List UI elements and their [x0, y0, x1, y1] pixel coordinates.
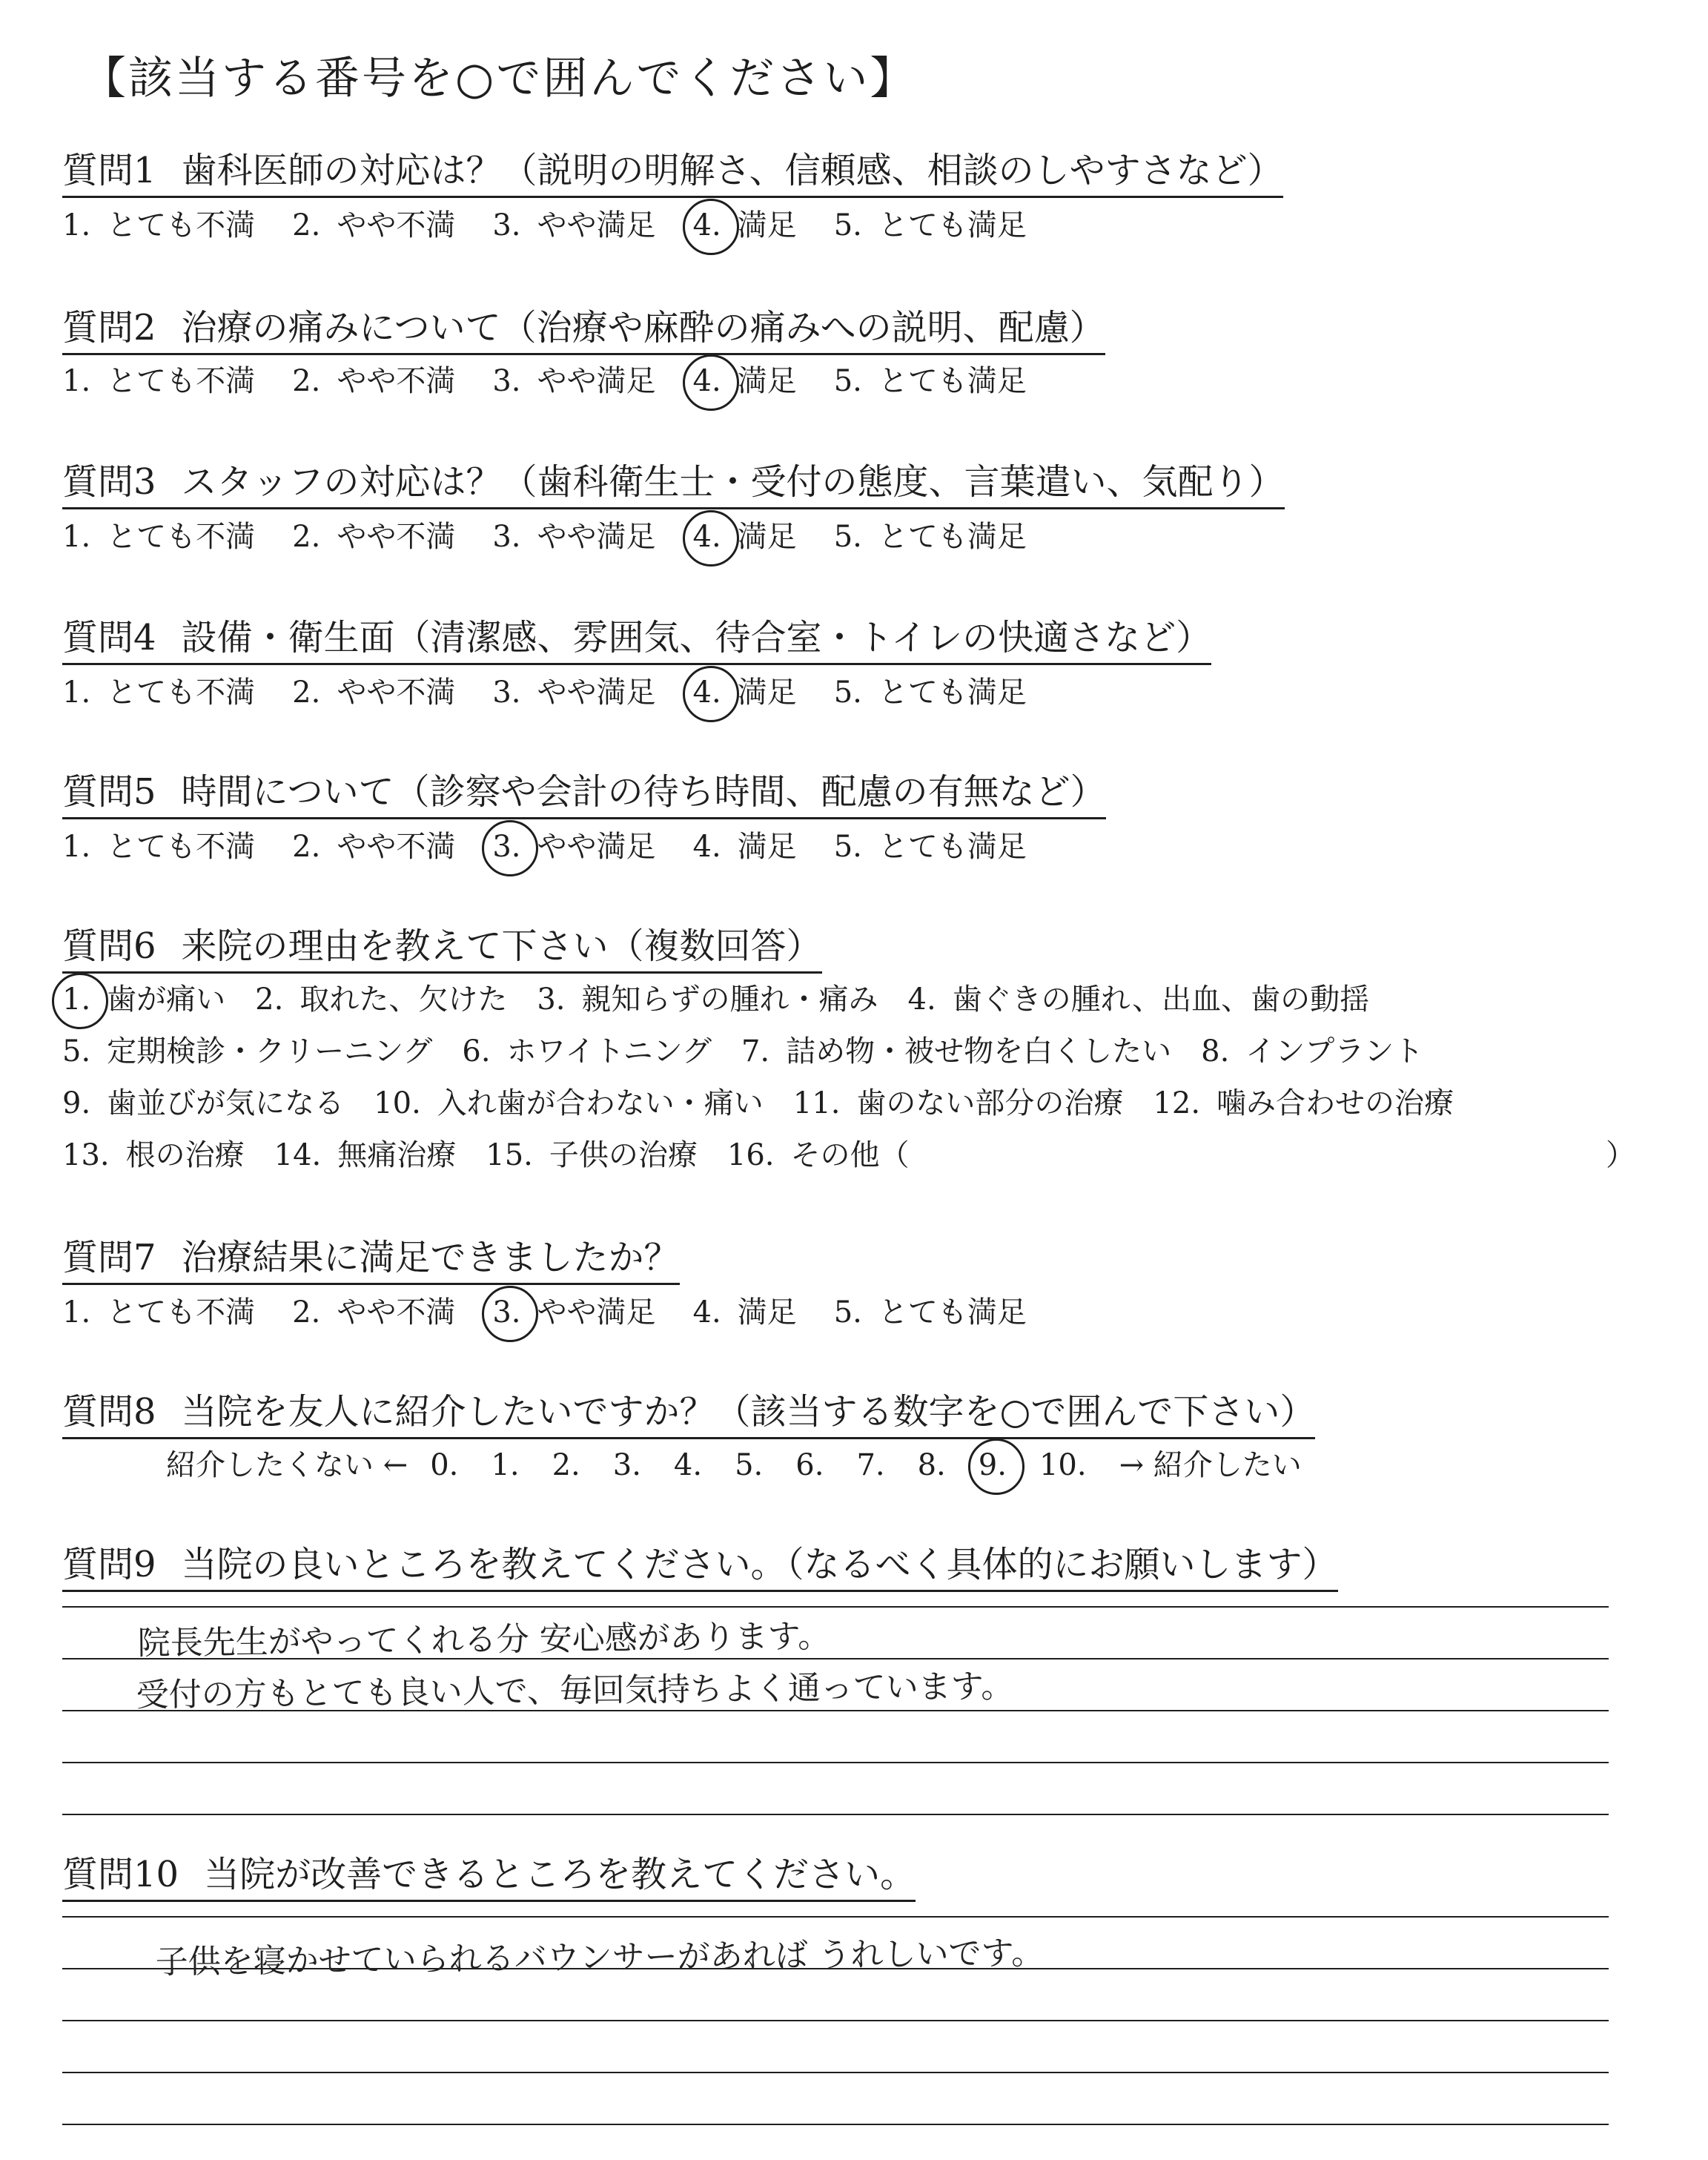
question-number: 質問10	[62, 1854, 179, 1895]
option-label: ホワイトニング	[506, 1034, 712, 1069]
option-label: とても満足	[878, 208, 1027, 242]
option-label: やや満足	[537, 676, 656, 710]
question-heading-8	[62, 1390, 1315, 1439]
scale-value[interactable]: 5.	[735, 1448, 764, 1482]
option-1[interactable]	[62, 206, 255, 245]
option-number: 13.	[62, 1138, 110, 1172]
answer-line	[62, 1814, 1609, 1815]
answer-line	[62, 2072, 1609, 2073]
option-number: 4.	[693, 206, 721, 245]
options-q4	[62, 673, 1064, 712]
scale-value[interactable]: 6.	[795, 1448, 824, 1482]
option-label: とても満足	[878, 830, 1027, 864]
scale-value[interactable]: 8.	[917, 1448, 946, 1482]
option-label: 取れた、欠けた	[299, 982, 508, 1017]
question-heading-6	[62, 924, 822, 974]
question-heading-10	[62, 1852, 916, 1902]
option-1[interactable]	[62, 362, 255, 400]
question-number: 質問1	[62, 150, 156, 191]
option-label: 定期検診・クリーニング	[107, 1034, 433, 1069]
q10-handwritten-answer: 子供を寝かせていられるバウンサーがあれば うれしいです。	[155, 1934, 1045, 1981]
q6-option[interactable]	[908, 980, 1370, 1019]
q6-option[interactable]	[1153, 1084, 1454, 1123]
scale-left-label: 紹介したくない ←	[166, 1448, 408, 1482]
option-number: 14.	[274, 1138, 322, 1172]
option-number: 2.	[292, 676, 321, 710]
question-heading-4	[62, 615, 1211, 665]
option-1[interactable]	[62, 828, 255, 866]
option-number: 4.	[692, 830, 721, 864]
question-text: 設備・衛生面（清潔感、雰囲気、待合室・トイレの快適さなど）	[181, 617, 1212, 658]
option-number: 2.	[292, 364, 321, 398]
question-number: 質問3	[62, 461, 156, 503]
question-text: 時間について（診察や会計の待ち時間、配慮の有無など）	[181, 771, 1106, 813]
question-number: 質問2	[62, 307, 156, 349]
option-label: やや不満	[337, 1295, 456, 1330]
q6-option[interactable]	[62, 1032, 432, 1071]
q6-option[interactable]	[62, 1136, 245, 1175]
option-2[interactable]	[292, 518, 455, 556]
option-label: 詰め物・被せ物を白くしたい	[786, 1034, 1172, 1069]
option-3[interactable]	[492, 362, 655, 400]
option-number: 12.	[1153, 1086, 1201, 1120]
option-label: とても不満	[107, 1295, 256, 1330]
option-number: 5.	[833, 676, 862, 710]
option-label: 子供の治療	[549, 1138, 698, 1172]
question-number: 質問8	[62, 1391, 156, 1433]
question-text: 当院を友人に紹介したいですか？（該当する数字を○で囲んで下さい）	[181, 1391, 1316, 1433]
option-number: 1.	[62, 208, 91, 242]
q6-option[interactable]	[62, 1084, 344, 1123]
option-5[interactable]	[834, 362, 1027, 400]
option-2[interactable]	[292, 1293, 455, 1332]
answer-line	[62, 2124, 1609, 2125]
option-number: 4.	[693, 518, 721, 556]
option-label: とても不満	[107, 830, 256, 864]
option-number: 7.	[741, 1034, 770, 1069]
option-label: 満足	[737, 830, 797, 864]
q6-option[interactable]	[462, 1032, 712, 1071]
option-number: 3.	[492, 676, 521, 710]
option-number: 8.	[1201, 1034, 1230, 1069]
option-number: 1.	[62, 1295, 91, 1330]
option-label: やや不満	[337, 364, 456, 398]
option-number: 9.	[62, 1086, 91, 1120]
question-text: 治療の痛みについて（治療や麻酔の痛みへの説明、配慮）	[181, 307, 1105, 349]
option-label: やや満足	[537, 364, 656, 398]
option-label: 無痛治療	[337, 1138, 457, 1172]
option-number: 5.	[833, 1295, 862, 1330]
option-number: 5.	[62, 1034, 91, 1069]
option-label: とても不満	[107, 676, 256, 710]
option-number: 10.	[374, 1086, 421, 1120]
option-number: 3.	[492, 828, 520, 866]
option-label: とても満足	[878, 520, 1027, 554]
option-number: 4.	[907, 982, 936, 1017]
option-3[interactable]	[492, 206, 655, 245]
option-number: 6.	[462, 1034, 491, 1069]
option-number: 16.	[726, 1138, 775, 1172]
q6-options-row-1	[62, 980, 1399, 1019]
question-number: 質問6	[62, 925, 156, 967]
question-heading-5	[62, 770, 1106, 819]
option-number: 3.	[492, 208, 521, 242]
scale-value[interactable]: 10.	[1039, 1448, 1087, 1482]
options-q5	[62, 828, 1064, 866]
option-5[interactable]	[834, 518, 1027, 556]
option-number: 1.	[62, 364, 91, 398]
option-4-circled[interactable]	[693, 362, 797, 400]
option-number: 5.	[833, 364, 862, 398]
question-number: 質問4	[62, 617, 156, 658]
option-label: 満足	[737, 676, 797, 710]
question-heading-9	[62, 1542, 1338, 1592]
option-2[interactable]	[292, 673, 455, 712]
option-label: やや満足	[537, 520, 656, 554]
option-number: 3.	[492, 1293, 520, 1332]
q6-options-row-3	[62, 1084, 1483, 1123]
option-number: 2.	[292, 520, 321, 554]
page-title: 【該当する番号を○で囲んでください】	[82, 53, 917, 105]
option-label: やや不満	[337, 208, 456, 242]
option-3[interactable]	[492, 518, 655, 556]
q9-handwritten-answer: 院長先生がやってくれる分 安心感があります。	[137, 1617, 831, 1662]
scale-value[interactable]: 2.	[552, 1448, 580, 1482]
option-label: 噛み合わせの治療	[1217, 1086, 1454, 1120]
option-label: 満足	[737, 520, 797, 554]
q6-option[interactable]	[727, 1136, 910, 1175]
option-5[interactable]	[834, 206, 1027, 245]
question-text: 当院の良いところを教えてください。（なるべく具体的にお願いします）	[181, 1544, 1338, 1585]
options-q3	[62, 518, 1064, 556]
option-label: 根の治療	[125, 1138, 245, 1172]
option-label: 歯が痛い	[107, 982, 226, 1017]
q8-scale	[166, 1446, 1324, 1484]
option-number: 2.	[255, 982, 284, 1017]
question-heading-7	[62, 1235, 680, 1285]
option-4[interactable]	[693, 1293, 797, 1332]
option-number: 1.	[62, 980, 90, 1019]
question-number: 質問7	[62, 1237, 156, 1278]
scale-value[interactable]: 1.	[491, 1448, 520, 1482]
question-text: スタッフの対応は？（歯科衛生士・受付の態度、言葉遣い、気配り）	[181, 461, 1285, 503]
option-label: 満足	[737, 364, 797, 398]
option-label: やや不満	[337, 676, 456, 710]
option-number: 5.	[833, 830, 862, 864]
option-number: 3.	[492, 364, 521, 398]
option-label: 満足	[737, 1295, 797, 1330]
q6-options-row-2	[62, 1032, 1453, 1071]
option-label: 入れ歯が合わない・痛い	[437, 1086, 764, 1120]
option-label: インプラント	[1245, 1034, 1424, 1069]
option-number: 15.	[486, 1138, 533, 1172]
option-label: とても満足	[878, 1295, 1027, 1330]
scale-right-label: → 紹介したい	[1119, 1448, 1302, 1482]
question-number: 質問5	[62, 771, 156, 813]
option-2[interactable]	[292, 828, 455, 866]
option-4-circled[interactable]	[693, 673, 797, 712]
option-label: とても不満	[107, 208, 256, 242]
option-number: 5.	[833, 208, 862, 242]
option-label: 歯のない部分の治療	[856, 1086, 1124, 1120]
q6-option[interactable]	[793, 1084, 1124, 1123]
option-label: とても満足	[878, 364, 1027, 398]
option-label: とても不満	[107, 520, 256, 554]
scale-value[interactable]: 3.	[612, 1448, 641, 1482]
question-number: 質問9	[62, 1544, 156, 1585]
q6-option[interactable]	[274, 1136, 457, 1175]
option-1[interactable]	[62, 518, 255, 556]
options-q2	[62, 362, 1064, 400]
option-1[interactable]	[62, 1293, 255, 1332]
option-number: 11.	[792, 1086, 841, 1120]
question-heading-2	[62, 305, 1105, 355]
question-text: 当院が改善できるところを教えてください。	[204, 1854, 916, 1895]
option-label: やや満足	[537, 830, 656, 864]
q6-options-row-4	[62, 1136, 939, 1175]
scale-value-circled[interactable]: 9.	[979, 1446, 1007, 1484]
q6-option-circled[interactable]	[62, 980, 225, 1019]
option-number: 3.	[537, 982, 566, 1017]
q6-option[interactable]	[741, 1032, 1171, 1071]
q6-option[interactable]	[255, 980, 507, 1019]
option-label: その他（	[790, 1138, 910, 1172]
question-heading-1	[62, 148, 1283, 198]
option-number: 2.	[292, 208, 321, 242]
options-q7	[62, 1293, 1064, 1332]
question-heading-3	[62, 460, 1285, 509]
option-4-circled[interactable]	[693, 518, 797, 556]
q6-other-close-paren: ）	[1606, 1138, 1635, 1172]
question-text: 来院の理由を教えて下さい（複数回答）	[181, 925, 822, 967]
scale-value[interactable]: 7.	[856, 1448, 885, 1482]
option-label: やや不満	[337, 830, 456, 864]
question-text: 治療結果に満足できましたか？	[181, 1237, 680, 1278]
option-number: 2.	[292, 1295, 321, 1330]
answer-line	[62, 2020, 1609, 2021]
option-label: 歯並びが気になる	[107, 1086, 345, 1120]
q6-option[interactable]	[374, 1084, 764, 1123]
option-5[interactable]	[834, 673, 1027, 712]
q6-option[interactable]	[486, 1136, 698, 1175]
answer-line	[62, 1606, 1609, 1608]
option-5[interactable]	[834, 1293, 1027, 1332]
q6-option[interactable]	[1201, 1032, 1423, 1071]
option-number: 4.	[693, 673, 721, 712]
option-number: 4.	[692, 1295, 721, 1330]
option-number: 2.	[292, 830, 321, 864]
option-number: 1.	[62, 676, 91, 710]
scale-value[interactable]: 0.	[430, 1448, 459, 1482]
q6-option[interactable]	[537, 980, 878, 1019]
option-label: 歯ぐきの腫れ、出血、歯の動揺	[952, 982, 1370, 1017]
options-q1	[62, 206, 1064, 245]
option-2[interactable]	[292, 206, 455, 245]
option-label: やや満足	[537, 208, 656, 242]
option-3-circled[interactable]	[492, 1293, 655, 1332]
option-5[interactable]	[834, 828, 1027, 866]
option-4[interactable]	[693, 828, 797, 866]
option-label: やや満足	[537, 1295, 656, 1330]
q9-handwritten-answer: 受付の方もとても良い人で、毎回気持ちよく通っています。	[136, 1667, 1014, 1714]
option-number: 3.	[492, 520, 521, 554]
option-number: 1.	[62, 830, 91, 864]
option-3[interactable]	[492, 673, 655, 712]
option-number: 1.	[62, 520, 91, 554]
option-2[interactable]	[292, 362, 455, 400]
answer-line	[62, 1762, 1609, 1763]
answer-line	[62, 1916, 1609, 1918]
option-label: とても不満	[107, 364, 256, 398]
option-label: 親知らずの腫れ・痛み	[581, 982, 878, 1017]
option-label: 満足	[737, 208, 797, 242]
option-3-circled[interactable]	[492, 828, 655, 866]
option-1[interactable]	[62, 673, 255, 712]
option-number: 4.	[693, 362, 721, 400]
option-label: やや不満	[337, 520, 456, 554]
option-label: とても満足	[878, 676, 1027, 710]
option-4-circled[interactable]	[693, 206, 797, 245]
option-number: 5.	[833, 520, 862, 554]
scale-value[interactable]: 4.	[673, 1448, 703, 1482]
question-text: 歯科医師の対応は？（説明の明解さ、信頼感、相談のしやすさなど）	[181, 150, 1283, 191]
